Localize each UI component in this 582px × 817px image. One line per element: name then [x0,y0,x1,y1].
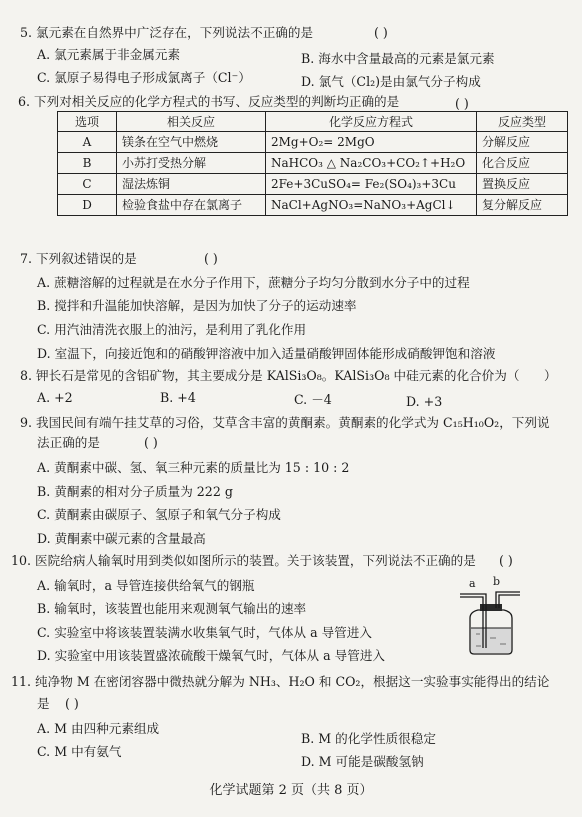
q9-option-b: B. 黄酮素的相对分子质量为 222 g [37,484,233,499]
q8-option-b: B. +4 [160,390,196,405]
q9-option-d: D. 黄酮素中碳元素的含量最高 [37,531,206,546]
q10-stem: 10. 医院给病人输氧时用到类似如图所示的装置。关于该装置，下列说法不正确的是 [11,553,476,568]
row-reaction: 检验食盐中存在氯离子 [117,195,266,216]
q10-option-c: C. 实验室中将该装置装满水收集氧气时，气体从 a 导管进入 [37,625,372,640]
row-equation: 2Fe+3CuSO₄= Fe₂(SO₄)₃+3Cu [266,174,477,195]
table-header-row [58,112,568,132]
header-option: 选项 [58,112,117,132]
table-row [58,132,568,153]
row-label: A [58,132,117,153]
row-type: 分解反应 [477,132,568,153]
row-equation: 2Mg+O₂= 2MgO [266,132,477,153]
q8-option-d: D. +3 [406,394,443,409]
q7-answer-paren: ( ) [204,251,218,266]
row-reaction: 小苏打受热分解 [117,153,266,174]
q5-option-a: A. 氯元素属于非金属元素 [37,47,181,62]
row-label: B [58,153,117,174]
q9-answer-paren: ( ) [144,435,158,450]
q7-option-d: D. 室温下，向接近饱和的硝酸钾溶液中加入适量硝酸钾固体能形成硝酸钾饱和溶液 [37,346,496,361]
q5-option-b: B. 海水中含量最高的元素是氯元素 [301,51,495,66]
q11-answer-paren: ( ) [65,696,79,711]
q5-stem: 5. 氯元素在自然界中广泛存在，下列说法不正确的是 [20,25,314,40]
table-row [58,153,568,174]
q5-answer-paren: ( ) [374,25,388,40]
row-reaction: 镁条在空气中燃烧 [117,132,266,153]
q10-option-b: B. 输氧时，该装置也能用来观测氧气输出的速率 [37,601,307,616]
q10-answer-paren: ( ) [499,553,513,568]
q6-stem: 6. 下列对相关反应的化学方程式的书写、反应类型的判断均正确的是 [18,94,400,109]
bottle-diagram-icon [458,578,524,656]
q6-reaction-table [57,111,568,216]
q11-option-a: A. M 由四种元素组成 [37,721,160,736]
row-label: C [58,174,117,195]
q10-option-d: D. 实验室中用该装置盛浓硫酸干燥氧气时，气体从 a 导管进入 [37,648,386,663]
q8-option-c: C. －4 [294,392,332,407]
q11-stem: 11. 纯净物 M 在密闭容器中微热就分解为 NH₃、H₂O 和 CO₂，根据这一实验事实能得出的结论 [11,674,550,689]
q5-option-d: D. 氯气（Cl₂)是由氯气分子构成 [301,74,481,89]
q9-stem-continued: 法正确的是 [37,435,100,450]
row-type: 置换反应 [477,174,568,195]
q5-option-c: C. 氯原子易得电子形成氯离子（Cl⁻） [37,70,251,85]
q7-option-b: B. 搅拌和升温能加快溶解，是因为加快了分子的运动速率 [37,298,357,313]
q7-option-c: C. 用汽油清洗衣服上的油污，是利用了乳化作用 [37,322,307,337]
row-equation: NaHCO₃ △ Na₂CO₃+CO₂↑+H₂O [266,153,477,174]
q9-stem: 9. 我国民间有端午挂艾草的习俗，艾草含丰富的黄酮素。黄酮素的化学式为 C₁₅H₁₀O₂，下列说 [20,415,550,430]
tube-b-label: b [493,575,501,588]
row-equation: NaCl+AgNO₃=NaNO₃+AgCl↓ [266,195,477,216]
q11-stem-continued: 是 [37,696,50,711]
q8-stem: 8. 钾长石是常见的含铝矿物，其主要成分是 KAlSi₃O₈。KAlSi₃O₈ 中硅元素的化合价为（ [20,368,520,383]
tube-a-label: a [469,577,476,590]
row-label: D [58,195,117,216]
q11-option-c: C. M 中有氨气 [37,744,122,759]
row-type: 化合反应 [477,153,568,174]
gas-washing-bottle-figure [458,575,524,656]
q8-answer-paren: ） [544,368,557,383]
page-footer: 化学试题第 2 页（共 8 页） [209,783,373,798]
q7-option-a: A. 蔗糖溶解的过程就是在水分子作用下，蔗糖分子均匀分散到水分子中的过程 [37,275,470,290]
q8-option-a: A. +2 [37,390,73,405]
header-type: 反应类型 [477,112,568,132]
q7-stem: 7. 下列叙述错误的是 [20,251,137,266]
table-row [58,174,568,195]
row-reaction: 湿法炼铜 [117,174,266,195]
q11-option-d: D. M 可能是碳酸氢钠 [301,754,424,769]
row-type: 复分解反应 [477,195,568,216]
q9-option-c: C. 黄酮素由碳原子、氢原子和氧气分子构成 [37,507,281,522]
q10-option-a: A. 输氧时，a 导管连接供给氧气的钢瓶 [37,578,255,593]
q11-option-b: B. M 的化学性质很稳定 [301,731,436,746]
table-row [58,195,568,216]
header-equation: 化学反应方程式 [266,112,477,132]
header-reaction: 相关反应 [117,112,266,132]
q9-option-a: A. 黄酮素中碳、氢、氧三种元素的质量比为 15 : 10 : 2 [37,460,350,475]
q6-answer-paren: ( ) [455,96,469,111]
